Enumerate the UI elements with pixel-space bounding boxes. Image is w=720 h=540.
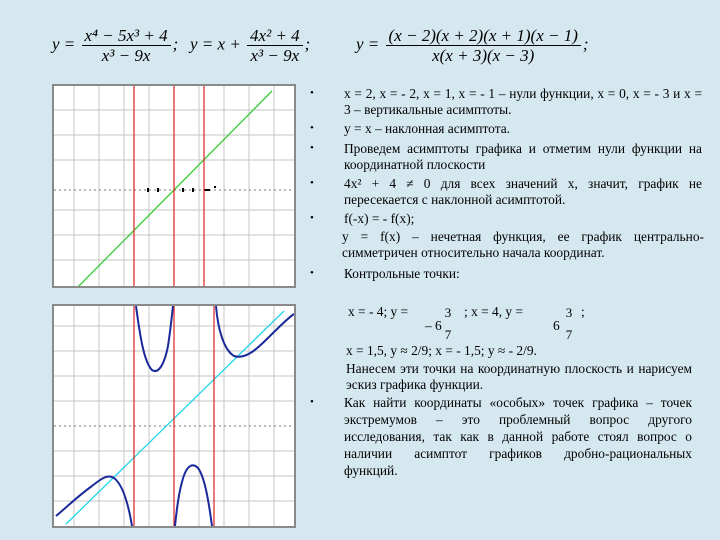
control-point-2-end: ; <box>581 304 585 319</box>
formula-1-sep: ; <box>172 34 179 54</box>
bullet-marker: • <box>310 87 314 99</box>
slant-asymptote-line <box>64 91 272 286</box>
control-point-1-label: x = - 4; y = <box>348 304 409 319</box>
formula-3-fraction <box>386 26 581 65</box>
bullet-marker: • <box>310 177 314 189</box>
formula-1-fraction <box>82 26 171 65</box>
formula-2-y: y = x + <box>190 34 241 54</box>
control-point-2-den: 7 <box>565 327 573 342</box>
formula-3-numerator: (x − 2)(x + 2)(x + 1)(x − 1) <box>386 26 581 46</box>
function-graph <box>52 304 296 528</box>
function-graph-svg <box>54 306 294 526</box>
control-point-2-int: 6 <box>553 318 560 333</box>
control-point-1-den: 7 <box>444 327 452 342</box>
function-curve <box>56 306 294 526</box>
bullet-draw-asymptotes: Проведем асимптоты графика и отметим нули функции на координатной плоскости <box>344 141 702 172</box>
formula-2-fraction <box>247 26 303 65</box>
control-point-1-num: 3 <box>444 305 452 320</box>
control-point-1-int: – 6 <box>425 318 442 333</box>
control-points-approx: x = 1,5, y ≈ 2/9; x = - 1,5; y ≈ - 2/9. <box>346 343 537 358</box>
formula-3-sep: ; <box>582 34 589 54</box>
control-points-label: Контрольные точки: <box>344 266 460 281</box>
control-point-2-label: ; x = 4, y = <box>464 304 523 319</box>
bullet-marker: • <box>310 122 314 134</box>
bullet-no-intersection: 4x² + 4 ≠ 0 для всех значений x, значит, график не пересекается с наклонной асимптотой. <box>344 176 702 207</box>
asymptotes-graph <box>52 84 296 288</box>
formula-3 <box>356 26 589 65</box>
formula-2-sep: ; <box>304 34 311 54</box>
bullet-odd-check: f(-x) = - f(x); <box>344 211 415 226</box>
formula-1 <box>52 26 178 65</box>
control-point-1-fraction <box>442 306 454 342</box>
formula-2 <box>190 26 310 65</box>
zero-marks <box>147 186 216 192</box>
formula-2-numerator: 4x² + 4 <box>247 26 303 46</box>
bullet-marker: • <box>310 267 314 279</box>
bullet-marker: • <box>310 142 314 154</box>
odd-function-text: y = f(x) – нечетная функция, ее график центрально-симметричен относительно начала координат. <box>342 229 704 260</box>
control-point-2-num: 3 <box>565 305 573 320</box>
control-point-2-fraction <box>563 306 575 342</box>
bullet-zeros-asymptotes: x = 2, x = - 2, x = 1, x = - 1 – нули функции, x = 0, x = - 3 и x = 3 – вертикальные асимптоты. <box>344 86 702 117</box>
bullet-marker: • <box>310 212 314 224</box>
formula-1-y: y = <box>52 34 76 54</box>
bullet-marker: • <box>310 396 314 408</box>
mark-points-text: Нанесем эти точки на координатную плоскость и нарисуем эскиз графика функции. <box>346 361 692 392</box>
asymptotes-graph-svg <box>54 86 294 286</box>
formula-3-denominator: x(x + 3)(x − 3) <box>432 46 535 65</box>
formula-3-y: y = <box>356 34 380 54</box>
formula-1-denominator: x³ − 9x <box>101 46 151 65</box>
extremum-question-text: Как найти координаты «особых» точек графика – точек экстремумов – это проблемный вопрос другого исследования, так как в данной работе стоял вопрос о наличии асимптот графиков дробно-рациональных функций. <box>344 395 692 478</box>
formula-2-denominator: x³ − 9x <box>250 46 300 65</box>
formula-1-numerator: x⁴ − 5x³ + 4 <box>82 26 171 46</box>
bullet-slant-asymptote: y = x – наклонная асимптота. <box>344 121 510 136</box>
